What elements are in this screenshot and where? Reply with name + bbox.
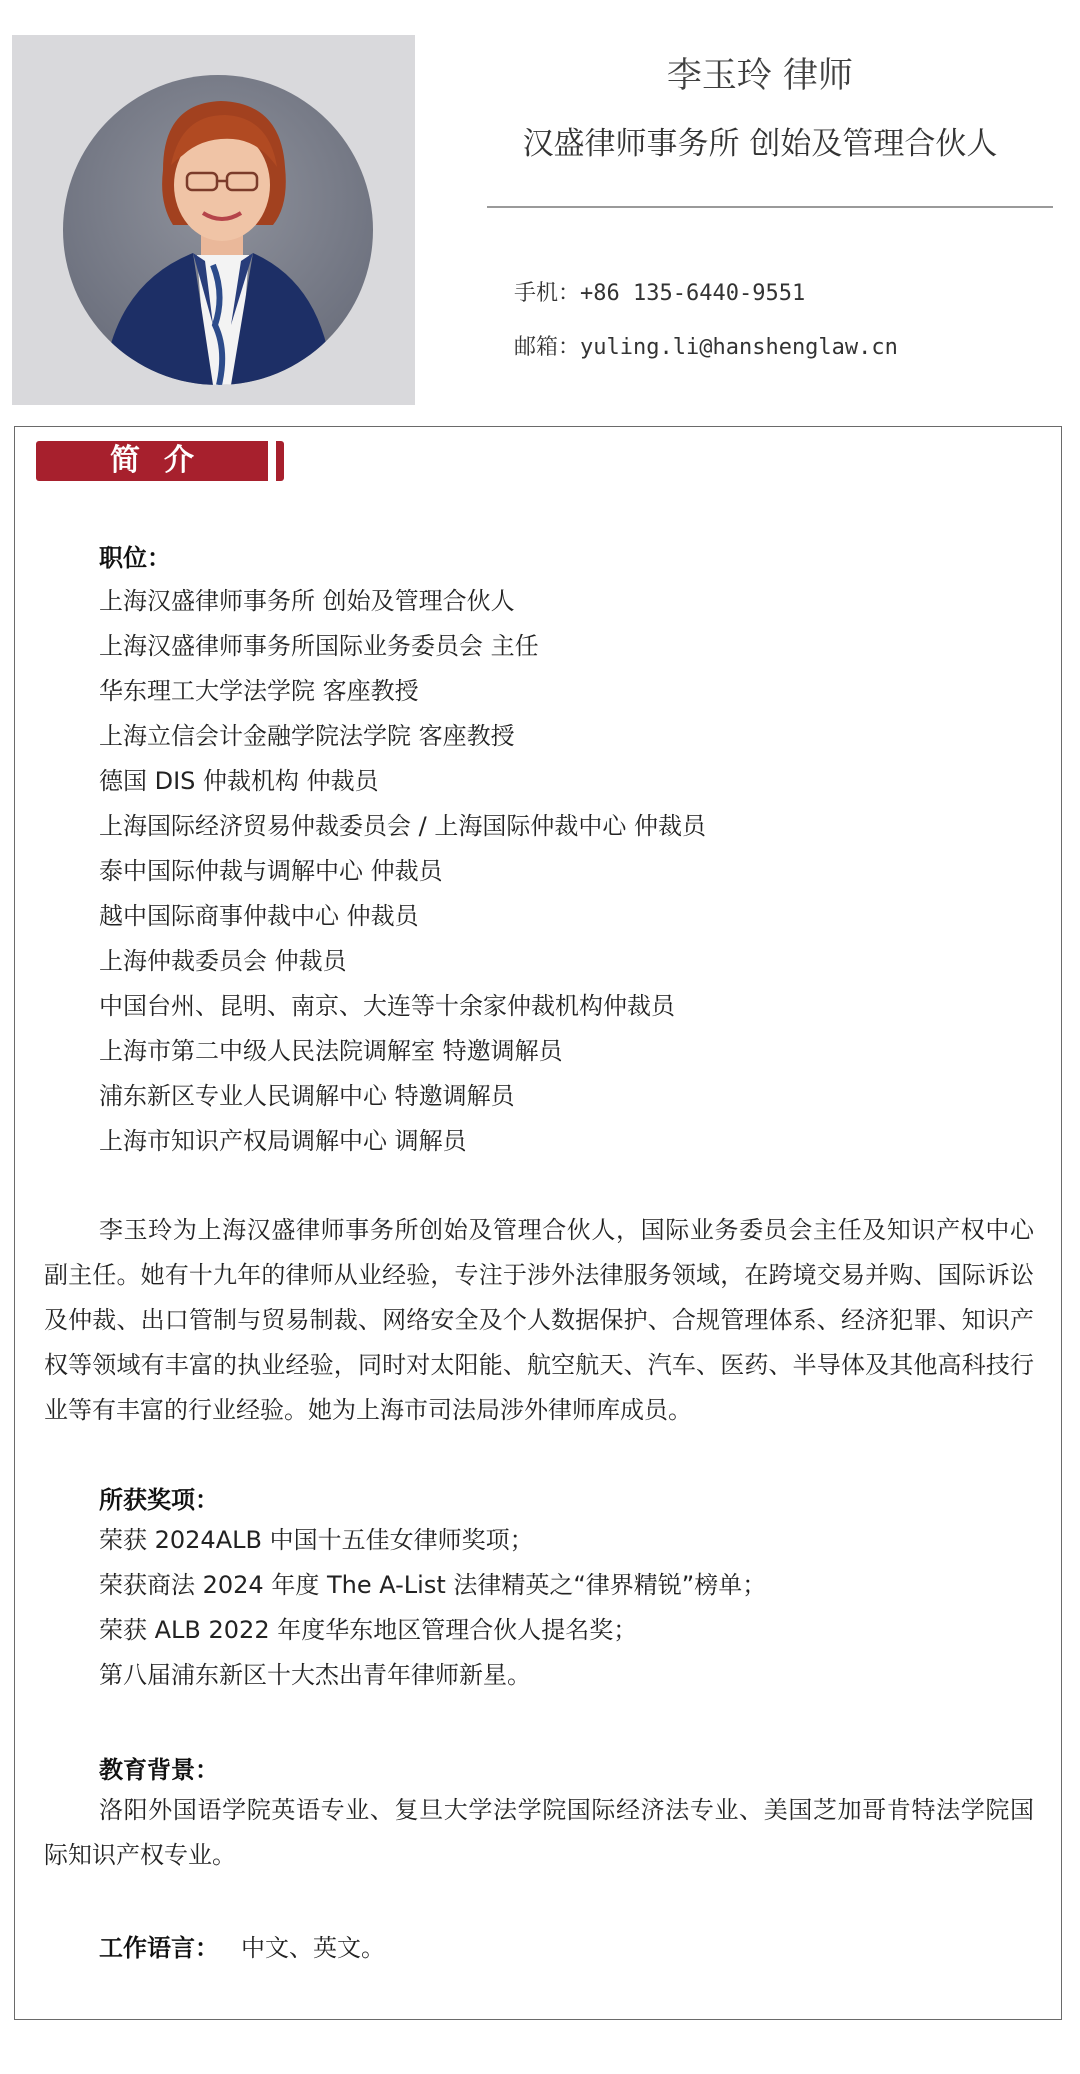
position-item: 上海汉盛律师事务所国际业务委员会 主任 (99, 632, 539, 660)
education-text: 洛阳外国语学院英语专业、复旦大学法学院国际经济法专业、美国芝加哥肯特法学院国际知识产权专业。 (44, 1796, 1034, 1869)
phone-line (514, 276, 805, 307)
position-item: 泰中国际仲裁与调解中心 仲裁员 (99, 857, 443, 885)
firm-title: 汉盛律师事务所 创始及管理合伙人 (522, 126, 998, 162)
bio-paragraph: 李玉玲为上海汉盛律师事务所创始及管理合伙人，国际业务委员会主任及知识产权中心副主任。她有十九年的律师从业经验，专注于涉外法律服务领域，在跨境交易并购、国际诉讼及仲裁、出口管制与贸易制裁、网络安全及个人数据保护、合规管理体系、经济犯罪、知识产权等领域有丰富的执业经验，同时对太阳能、航空航天、汽车、医药、半导体及其他高科技行业等有丰富的行业经验。她为上海市司法局涉外律师库成员。 (44, 1216, 1034, 1424)
profile-photo-illustration (63, 75, 373, 385)
awards-list (99, 1524, 766, 1704)
position-item: 德国 DIS 仲裁机构 仲裁员 (99, 767, 379, 795)
email-line (514, 330, 898, 361)
award-item: 荣获商法 2024 年度 The A-List 法律精英之“律界精锐”榜单； (99, 1571, 767, 1599)
photo-panel (12, 35, 415, 405)
award-item: 荣获 ALB 2022 年度华东地区管理合伙人提名奖； (99, 1616, 638, 1644)
header-divider (487, 206, 1053, 208)
education-heading: 教育背景： (99, 1756, 219, 1784)
position-item: 上海仲裁委员会 仲裁员 (99, 947, 347, 975)
language-text: 中文、英文。 (241, 1934, 385, 1962)
section-tag-label: 简介 (110, 443, 218, 478)
position-item: 上海汉盛律师事务所 创始及管理合伙人 (99, 587, 515, 615)
position-item: 上海立信会计金融学院法学院 客座教授 (99, 722, 515, 750)
email-label: 邮箱： (514, 335, 581, 360)
lawyer-name: 李玉玲 律师 (666, 56, 854, 96)
award-item: 第八届浦东新区十大杰出青年律师新星。 (99, 1661, 531, 1689)
email-address[interactable]: yuling.li@hanshenglaw.cn (580, 335, 898, 360)
section-tag-end (276, 441, 284, 481)
language-heading: 工作语言： (99, 1934, 219, 1962)
phone-label: 手机： (514, 281, 581, 306)
position-item: 浦东新区专业人民调解中心 特邀调解员 (99, 1082, 515, 1110)
position-item: 上海国际经济贸易仲裁委员会 / 上海国际仲裁中心 仲裁员 (99, 812, 706, 840)
profile-photo (63, 75, 373, 385)
section-tag (36, 441, 286, 481)
awards-heading: 所获奖项： (99, 1486, 219, 1514)
positions-heading: 职位： (99, 544, 171, 572)
position-item: 越中国际商事仲裁中心 仲裁员 (99, 902, 419, 930)
award-item: 荣获 2024ALB 中国十五佳女律师奖项； (99, 1526, 534, 1554)
position-item: 上海市第二中级人民法院调解室 特邀调解员 (99, 1037, 563, 1065)
position-item: 华东理工大学法学院 客座教授 (99, 677, 419, 705)
positions-list (99, 585, 706, 1170)
language-line (99, 1928, 385, 1963)
position-item: 中国台州、昆明、南京、大连等十余家仲裁机构仲裁员 (99, 992, 675, 1020)
position-item: 上海市知识产权局调解中心 调解员 (99, 1127, 467, 1155)
phone-number[interactable]: +86 135-6440-9551 (580, 281, 806, 306)
